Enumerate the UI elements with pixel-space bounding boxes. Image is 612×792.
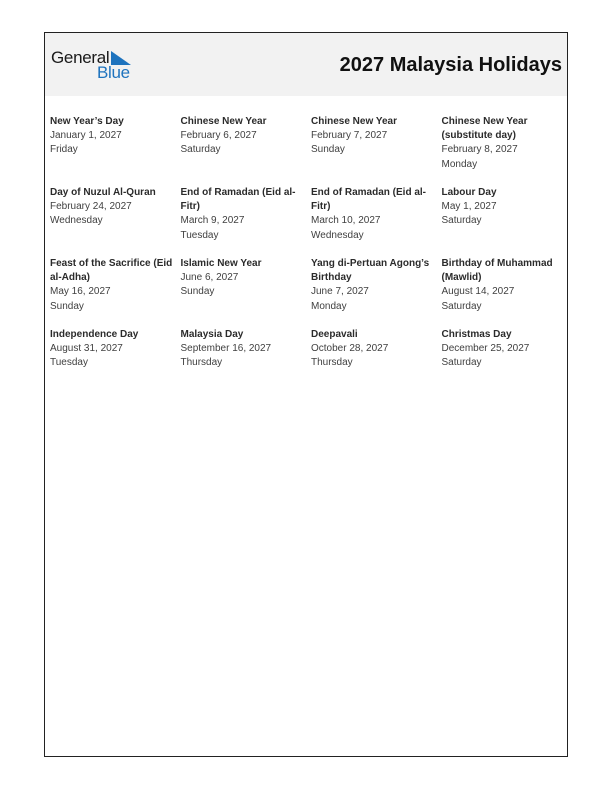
holiday-date: June 6, 2027 <box>180 272 239 284</box>
holiday-name: Day of Nuzul Al-Quran <box>50 187 156 198</box>
holiday-date: September 16, 2027 <box>180 343 272 355</box>
holiday-weekday: Wednesday <box>311 229 364 241</box>
holiday-weekday: Saturday <box>441 357 482 369</box>
holiday-date: October 28, 2027 <box>311 343 389 355</box>
holiday-name: New Year’s Day <box>50 116 124 127</box>
holiday-weekday: Friday <box>50 144 78 156</box>
holiday-entry <box>311 328 442 399</box>
holiday-name: Chinese New Year (substitute day) <box>441 116 528 142</box>
holiday-date: January 1, 2027 <box>50 130 122 142</box>
holiday-weekday: Saturday <box>180 144 221 156</box>
holiday-entry <box>442 115 563 186</box>
holiday-weekday: Tuesday <box>180 229 219 241</box>
holiday-entry <box>442 328 563 399</box>
holiday-entry <box>311 115 442 186</box>
holiday-date: February 24, 2027 <box>50 201 132 213</box>
holiday-date: March 10, 2027 <box>311 215 381 227</box>
page-frame <box>44 32 568 757</box>
holiday-entry <box>311 257 442 328</box>
holiday-date: December 25, 2027 <box>441 343 530 355</box>
holiday-name: Christmas Day <box>441 329 512 340</box>
holiday-date: May 1, 2027 <box>441 201 497 213</box>
holiday-entry <box>442 186 563 257</box>
holiday-entry <box>50 328 181 399</box>
holiday-name: Birthday of Muhammad (Mawlid) <box>441 258 553 284</box>
holiday-name: Independence Day <box>50 329 139 340</box>
holiday-date: February 7, 2027 <box>311 130 388 142</box>
holiday-date: August 31, 2027 <box>50 343 123 355</box>
holiday-entry <box>442 257 563 328</box>
holiday-weekday: Sunday <box>180 286 215 298</box>
holiday-weekday: Wednesday <box>50 215 103 227</box>
holiday-name: Malaysia Day <box>180 329 244 340</box>
holiday-entry <box>50 257 181 328</box>
holiday-name: Chinese New Year <box>180 116 267 127</box>
holiday-weekday: Saturday <box>441 300 482 312</box>
holiday-entry <box>311 186 442 257</box>
holiday-weekday: Saturday <box>441 215 482 227</box>
holiday-grid <box>50 115 562 399</box>
holiday-weekday: Thursday <box>180 357 223 369</box>
holiday-name: End of Ramadan (Eid al-Fitr) <box>311 187 427 213</box>
holiday-date: March 9, 2027 <box>180 215 245 227</box>
holiday-name: Chinese New Year <box>311 116 397 127</box>
holiday-name: Islamic New Year <box>180 258 262 269</box>
holiday-weekday: Thursday <box>311 357 353 369</box>
logo-blue-text: Blue <box>97 63 130 82</box>
holiday-name: Deepavali <box>311 329 358 340</box>
header-band <box>45 33 567 96</box>
holiday-entry <box>181 186 312 257</box>
holiday-entry <box>181 328 312 399</box>
holiday-weekday: Sunday <box>50 300 84 312</box>
holiday-name: End of Ramadan (Eid al-Fitr) <box>180 187 296 213</box>
holiday-weekday: Monday <box>311 300 347 312</box>
holiday-date: June 7, 2027 <box>311 286 369 298</box>
holiday-entry <box>50 186 181 257</box>
holiday-date: May 16, 2027 <box>50 286 111 298</box>
holiday-date: February 8, 2027 <box>441 144 518 156</box>
holiday-weekday: Tuesday <box>50 357 88 369</box>
holiday-date: February 6, 2027 <box>180 130 257 142</box>
holiday-weekday: Monday <box>441 158 478 170</box>
holiday-entry <box>181 257 312 328</box>
generalblue-logo <box>51 49 141 83</box>
holiday-name: Yang di-Pertuan Agong’s Birthday <box>311 258 430 284</box>
holiday-name: Feast of the Sacrifice (Eid al-Adha) <box>50 258 173 284</box>
holiday-entry <box>181 115 312 186</box>
holiday-weekday: Sunday <box>311 144 345 156</box>
logo-general-text: General <box>51 48 110 67</box>
holiday-entry <box>50 115 181 186</box>
page-title: 2027 Malaysia Holidays <box>339 54 562 76</box>
holiday-date: August 14, 2027 <box>441 286 515 298</box>
holiday-name: Labour Day <box>441 187 497 198</box>
